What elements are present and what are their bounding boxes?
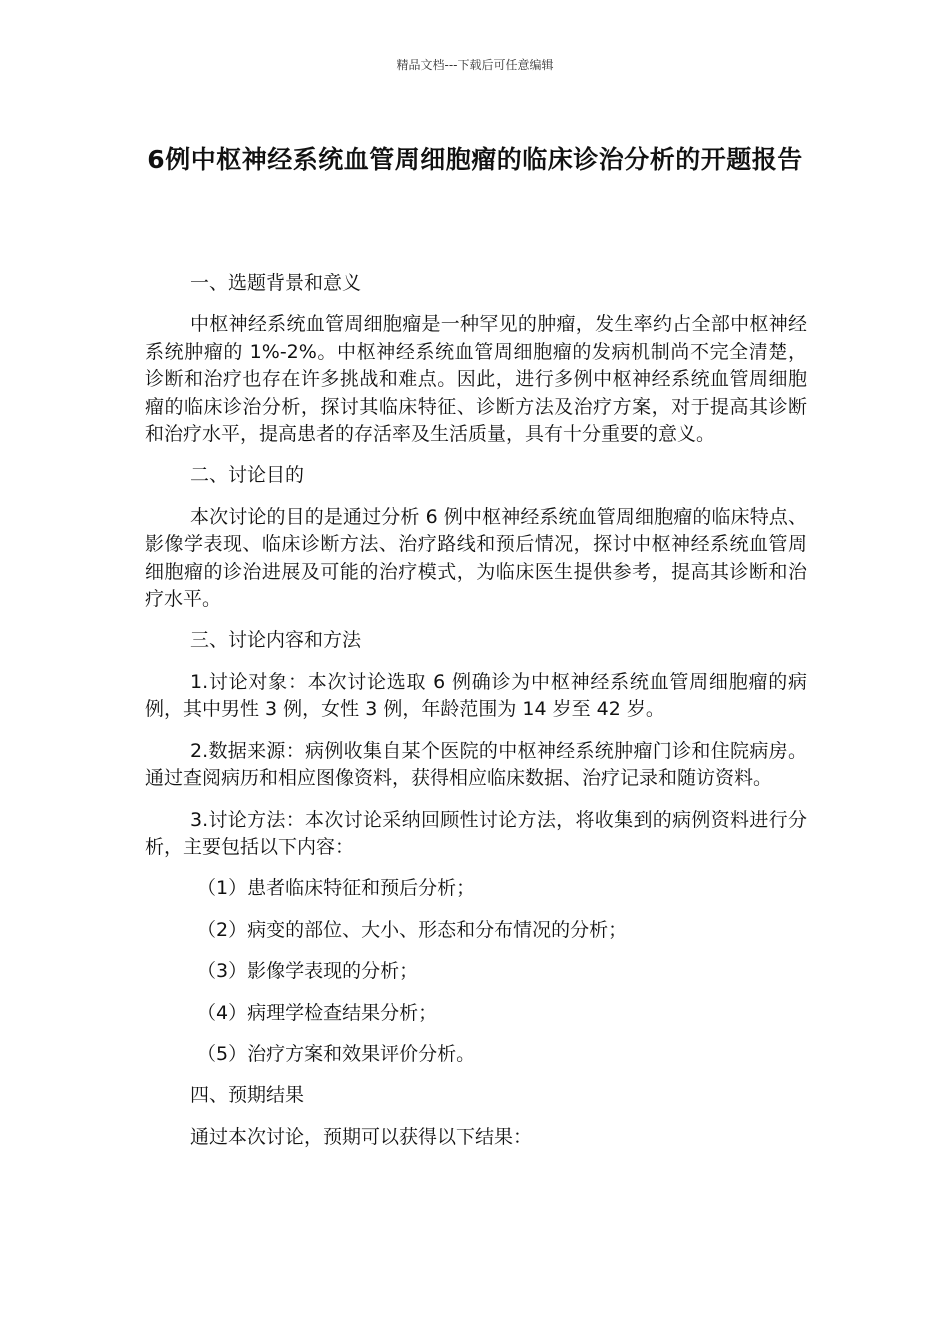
- document-header-note: 精品文档---下载后可任意编辑: [396, 58, 554, 72]
- list-item: （4）病理学检查结果分析；: [197, 1001, 438, 1024]
- section-heading-background: 一、选题背景和意义: [190, 272, 362, 294]
- paragraph-expected-results: 通过本次讨论，预期可以获得以下结果：: [190, 1125, 533, 1148]
- list-item: （3）影像学表现的分析；: [197, 960, 419, 983]
- section-heading-content-methods: 三、讨论内容和方法: [190, 629, 362, 652]
- document-title: 6例中枢神经系统血管周细胞瘤的临床诊治分析的开题报告: [147, 145, 803, 174]
- document-body: [145, 270, 807, 1165]
- section-heading-purpose: 二、讨论目的: [190, 464, 305, 487]
- paragraph-data-source: 2.数据来源：病例收集自某个医院的中枢神经系统肿瘤门诊和住院病房。通过查阅病历和相应图像资料，获得相应临床数据、治疗记录和随访资料。: [145, 739, 807, 790]
- paragraph-background: 中枢神经系统血管周细胞瘤是一种罕见的肿瘤，发生率约占全部中枢神经系统肿瘤的 1%-2%。中枢神经系统血管周细胞瘤的发病机制尚不完全清楚，诊断和治疗也存在许多挑战和难点。因此，进行多例中枢神经系统血管周细胞瘤的临床诊治分析，探讨其临床特征、诊断方法及治疗方案，对于提高其诊断和治疗水平，提高患者的存活率及生活质量，具有十分重要的意义。: [145, 313, 807, 446]
- list-item: （2）病变的部位、大小、形态和分布情况的分析；: [197, 918, 628, 941]
- paragraph-purpose: 本次讨论的目的是通过分析 6 例中枢神经系统血管周细胞瘤的临床特点、影像学表现、临床诊断方法、治疗路线和预后情况，探讨中枢神经系统血管周细胞瘤的诊治进展及可能的治疗模式，为临床医生提供参考，提高其诊断和治疗水平。: [145, 505, 807, 611]
- list-item: （5）治疗方案和效果评价分析。: [197, 1042, 476, 1065]
- paragraph-method: 3.讨论方法：本次讨论采纳回顾性讨论方法，将收集到的病例资料进行分析，主要包括以下内容：: [145, 808, 807, 858]
- section-heading-expected-results: 四、预期结果: [190, 1084, 305, 1107]
- list-item: （1）患者临床特征和预后分析；: [197, 877, 476, 900]
- paragraph-subjects: 1.讨论对象：本次讨论选取 6 例确诊为中枢神经系统血管周细胞瘤的病例，其中男性 3 例，女性 3 例，年龄范围为 14 岁至 42 岁。: [145, 670, 807, 721]
